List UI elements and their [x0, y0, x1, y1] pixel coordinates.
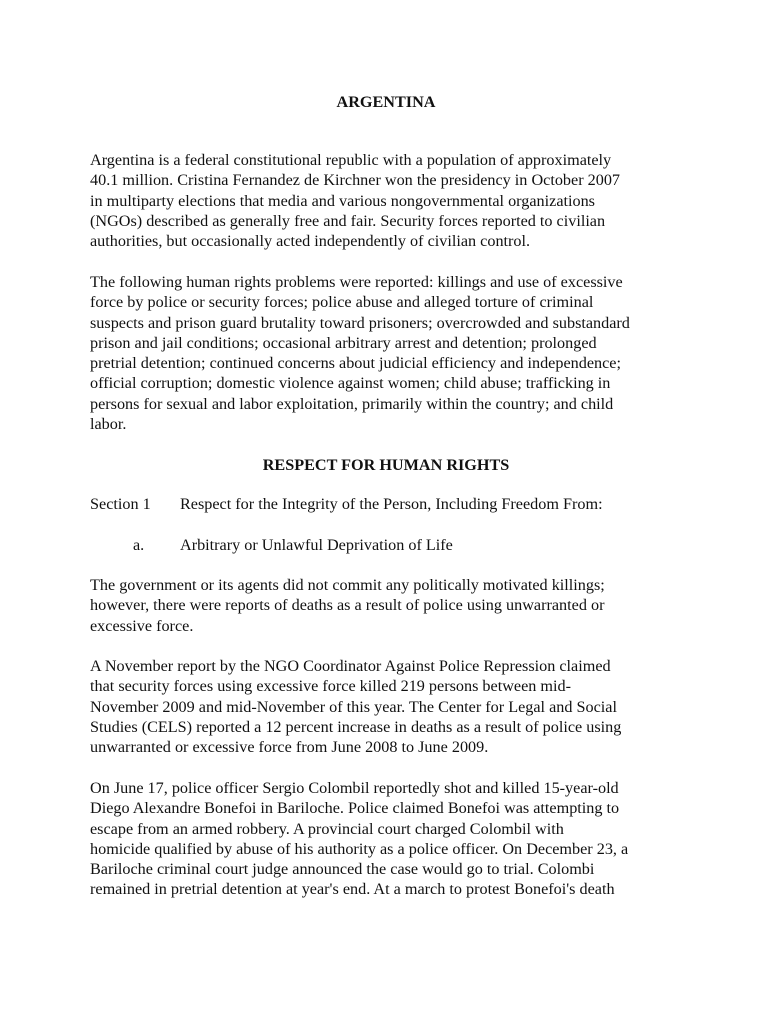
problems-line: labor. [90, 415, 127, 434]
problems-line: pretrial detention; continued concerns about judicial efficiency and independence; [90, 354, 621, 373]
intro-line: 40.1 million. Cristina Fernandez de Kirchner won the presidency in October 2007 [90, 171, 621, 190]
problems-line: persons for sexual and labor exploitation, primarily within the country; and child [90, 394, 614, 413]
report-line: that security forces using excessive force killed 219 persons between mid- [90, 677, 571, 696]
section-heading: RESPECT FOR HUMAN RIGHTS [262, 456, 510, 474]
report-line: unwarranted or excessive force from June 2008 to June 2009. [90, 738, 489, 757]
report-line: Studies (CELS) reported a 12 percent increase in deaths as a result of police using [90, 717, 622, 736]
killings-paragraph [90, 575, 682, 636]
problems-paragraph [90, 272, 682, 434]
section-title: Respect for the Integrity of the Person, Including Freedom From: [180, 495, 603, 513]
section-number: Section 1 [90, 495, 151, 513]
document-title: ARGENTINA [336, 93, 436, 111]
case-line: Diego Alexandre Bonefoi in Bariloche. Police claimed Bonefoi was attempting to [90, 799, 620, 818]
report-line: A November report by the NGO Coordinator Against Police Repression claimed [90, 657, 611, 675]
problems-line: official corruption; domestic violence against women; child abuse; trafficking in [90, 374, 611, 393]
problems-line: prison and jail conditions; occasional arbitrary arrest and detention; prolonged [90, 333, 597, 352]
case-paragraph [90, 778, 682, 900]
intro-paragraph [90, 150, 682, 251]
killings-line: however, there were reports of deaths as a result of police using unwarranted or [90, 596, 605, 615]
problems-line: suspects and prison guard brutality toward prisoners; overcrowded and substandard [90, 313, 630, 332]
problems-line: The following human rights problems were reported: killings and use of excessive [90, 273, 623, 291]
subsection-letter: a. [133, 536, 145, 554]
report-paragraph [90, 656, 682, 757]
case-line: remained in pretrial detention at year's end. At a march to protest Bonefoi's death [90, 880, 615, 899]
case-line: homicide qualified by abuse of his authority as a police officer. On December 23, a [90, 839, 629, 858]
report-line: November 2009 and mid-November of this year. The Center for Legal and Social [90, 697, 617, 716]
intro-line: in multiparty elections that media and various nongovernmental organizations [90, 191, 595, 210]
subsection-title: Arbitrary or Unlawful Deprivation of Life [180, 536, 453, 554]
killings-line: excessive force. [90, 616, 194, 635]
case-line: Bariloche criminal court judge announced the case would go to trial. Colombi [90, 860, 595, 879]
problems-line: force by police or security forces; police abuse and alleged torture of criminal [90, 293, 594, 312]
intro-line: authorities, but occasionally acted independently of civilian control. [90, 232, 531, 251]
killings-line: The government or its agents did not commit any politically motivated killings; [90, 576, 605, 594]
intro-line: Argentina is a federal constitutional republic with a population of approximately [90, 151, 612, 169]
case-line: escape from an armed robbery. A provincial court charged Colombil with [90, 819, 564, 838]
case-line: On June 17, police officer Sergio Colombil reportedly shot and killed 15-year-old [90, 779, 619, 797]
intro-line: (NGOs) described as generally free and fair. Security forces reported to civilian [90, 211, 606, 230]
